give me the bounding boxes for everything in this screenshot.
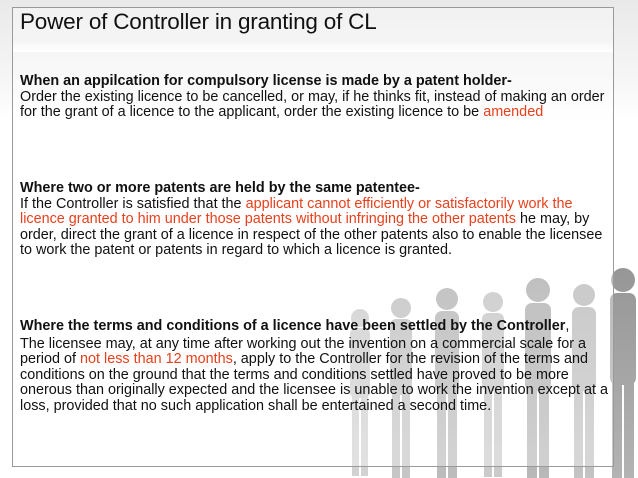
body-text: The licensee may, at any time after working out the invention on a commercial scale for a period of <box>20 335 587 367</box>
body-text: Order the existing licence to be cancelled, or may, if he thinks fit, instead of making an order for the grant of a licence to the applicant, order the existing licence to be <box>20 88 605 120</box>
body-text: If the Controller is satisfied that the <box>20 195 246 212</box>
section-existing-licence <box>20 74 610 121</box>
section-body <box>20 90 610 121</box>
section-body <box>20 337 610 415</box>
section-multiple-patents <box>20 181 610 259</box>
section-heading-line <box>20 319 610 335</box>
slide-title: Power of Controller in granting of CL <box>20 9 377 34</box>
section-heading: Where two or more patents are held by the same patentee- <box>20 180 420 196</box>
body-text: he may, by order, direct the grant of a licence in respect of the other patents also to enable the licensee to work the patent or patents in regard to which a licence is granted. <box>20 211 603 258</box>
body-text: , apply to the Controller for the revision of the terms and conditions on the ground that the terms and conditions settled have proved to be more onerous than originally expected and the licensee is unable to work the invention except at a loss, provided that no such application shall be entertained a second time. <box>20 351 608 414</box>
section-heading: Where the terms and conditions of a licence have been settled by the Controller <box>20 318 566 334</box>
section-terms-revision <box>20 319 610 414</box>
section-heading: When an appilcation for compulsory license is made by a patent holder- <box>20 73 512 89</box>
heading-suffix: , <box>565 318 570 334</box>
highlighted-text: not less than 12 months <box>80 351 233 367</box>
section-body <box>20 197 610 259</box>
highlighted-text: amended <box>483 104 544 120</box>
title-underline-band <box>13 38 613 52</box>
highlighted-text: applicant cannot efficiently or satisfactorily work the licence granted to him under those patents without infringing the other patents <box>20 195 573 227</box>
